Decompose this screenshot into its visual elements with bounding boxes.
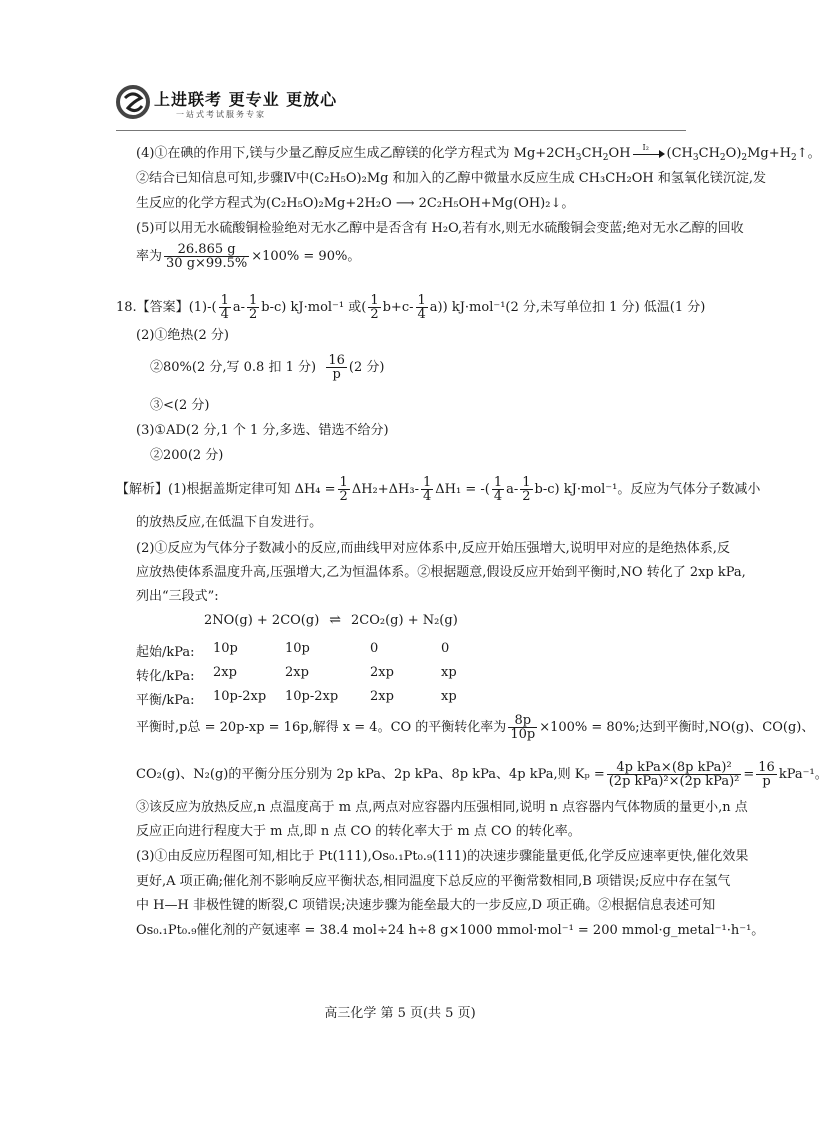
ice-cell: 10p-2xp: [213, 689, 267, 704]
page-footer: 高三化学 第 5 页(共 5 页): [324, 1006, 476, 1021]
header-subslogan: 一站式考试服务专家: [176, 110, 266, 119]
ice-row-label: 起始/kPa:: [136, 645, 195, 660]
ice-cell: 0: [441, 641, 450, 656]
q17-part4-line2: ②结合已知信息可知,步骤Ⅳ中(C₂H₅O)₂Mg 和加入的乙醇中微量水反应生成 CH₃CH₂OH 和氢氧化镁沉淀,发: [136, 171, 766, 186]
reaction-arrow-icon: I₂: [633, 149, 665, 159]
ice-cell: 2xp: [285, 665, 309, 680]
ice-cell: 2xp: [213, 665, 237, 680]
q18-analysis-2-kp: CO₂(g)、N₂(g)的平衡分压分别为 2p kPa、2p kPa、8p kPa、4p kPa,则 Kₚ = $\frac{\text{4p kPa×(8p kPa)²}}{\text{(2p kPa)²×(2p kPa)²}}$ = $\frac{16}{p}$ kPa⁻¹。: [136, 760, 828, 789]
header-slogan: 上进联考 更专业 更放心: [154, 90, 338, 109]
q18-analysis-3-line2: 更好,A 项正确;催化剂不影响反应平衡状态,相同温度下总反应的平衡常数相同,B 项错误;反应中存在氢气: [136, 874, 731, 889]
q18-answer-2-3: ③<(2 分): [150, 398, 210, 413]
q18-answer-2-1: (2)①绝热(2 分): [136, 328, 229, 343]
q18-analysis-2-line2: 应放热使体系温度升高,压强增大,乙为恒温体系。②根据题意,假设反应开始到平衡时,NO 转化了 2xp kPa,: [136, 565, 746, 580]
q18-analysis-2-3-line1: ③该反应为放热反应,n 点温度高于 m 点,两点对应容器内压强相同,说明 n 点容器内气体物质的量更小,n 点: [136, 800, 748, 815]
q18-answer-line1: 18.【答案】(1)-( $\frac{1}{4}$ a- $\frac{1}{2}$ b-c) kJ·mol⁻¹ 或( $\frac{1}{2}$ b+c- $\frac{1}{4}$ a)) kJ·mol⁻¹(2 分,未写单位扣 1 分) 低温(1 分): [116, 293, 706, 322]
q18-analysis-2-3-line2: 反应正向进行程度大于 m 点,即 n 点 CO 的转化率大于 m 点 CO 的转化率。: [136, 824, 581, 839]
ice-cell: 10p-2xp: [285, 689, 339, 704]
q18-answer-3-1: (3)①AD(2 分,1 个 1 分,多选、错选不给分): [136, 423, 389, 438]
q17-part5-line1: (5)可以用无水硫酸铜检验绝对无水乙醇中是否含有 H₂O,若有水,则无水硫酸铜会变蓝;绝对无水乙醇的回收: [136, 221, 744, 236]
logo-icon: [116, 84, 150, 120]
ice-cell: 2xp: [370, 689, 394, 704]
ice-row-label: 转化/kPa:: [136, 669, 195, 684]
q17-part5-line2: 率为 $\frac{26.865 g}{30 g\times 99.5\%}$ ×100% = 90%。: [136, 242, 361, 271]
recovery-fraction: $\frac{26.865 g}{30 g\times 99.5\%}$: [166, 242, 248, 271]
q18-analysis-2-equilibrium: 平衡时,p总 = 20p-xp = 16p,解得 x = 4。CO 的平衡转化率为 $\frac{8p}{10p}$ ×100% = 80%;达到平衡时,NO(g)、CO(g)、: [136, 713, 815, 742]
q18-analysis-3-line3: 中 H—H 非极性键的断裂,C 项错误;决速步骤为能垒最大的一步反应,D 项正确。②根据信息表述可知: [136, 898, 716, 913]
header-divider: [116, 130, 686, 131]
equilibrium-arrow-icon: ⇌: [329, 612, 342, 628]
q18-analysis-2-line3: 列出“三段式”:: [136, 589, 219, 604]
q18-analysis-1-line2: 的放热反应,在低温下自发进行。: [136, 515, 323, 530]
q18-analysis-3-line1: (3)①由反应历程图可知,相比于 Pt(111),Os₀.₁Pt₀.₉(111)的决速步骤能量更低,化学反应速率更快,催化效果: [136, 849, 749, 864]
ice-cell: 10p: [285, 641, 310, 656]
q18-answer-2-2: ②80%(2 分,写 0.8 扣 1 分) $\frac{16}{p}$ (2 分): [150, 353, 385, 382]
q17-part4-line1: (4)①在碘的作用下,镁与少量乙醇反应生成乙醇镁的化学方程式为 $Mg+2CH_3CH_2OH$ I₂ $(CH_3CH_2O)_2Mg+H_2↑$。: [136, 142, 821, 163]
q18-analysis-2-line1: (2)①反应为气体分子数减小的反应,而曲线甲对应体系中,反应开始压强增大,说明甲对应的是绝热体系,反: [136, 541, 730, 556]
q18-analysis-3-line4: Os₀.₁Pt₀.₉催化剂的产氨速率 = 38.4 mol÷24 h÷8 g×1000 mmol·mol⁻¹ = 200 mmol·g_metal⁻¹·h⁻¹。: [136, 923, 765, 938]
q18-analysis-1-line1: 【解析】(1)根据盖斯定律可知 ΔH₄ = $\frac{1}{2}$ ΔH₂+ΔH₃- $\frac{1}{4}$ ΔH₁ = -( $\frac{1}{4}$ a- $\frac{1}{2}$ b-c) kJ·mol⁻¹。反应为气体分子数减小: [116, 475, 761, 504]
q17-part4-line3: 生反应的化学方程式为(C₂H₅O)₂Mg+2H₂O ⟶ 2C₂H₅OH+Mg(OH)₂↓。: [136, 196, 575, 211]
ice-cell: xp: [441, 665, 457, 680]
ice-row-label: 平衡/kPa:: [136, 693, 195, 708]
reaction-equation: 2NO(g) + 2CO(g) ⇌ 2CO₂(g) + N₂(g): [204, 612, 458, 628]
ice-cell: 2xp: [370, 665, 394, 680]
ice-cell: 0: [370, 641, 379, 656]
ice-cell: xp: [441, 689, 457, 704]
q18-answer-3-2: ②200(2 分): [150, 448, 224, 463]
ice-cell: 10p: [213, 641, 238, 656]
page-header: [116, 84, 336, 124]
